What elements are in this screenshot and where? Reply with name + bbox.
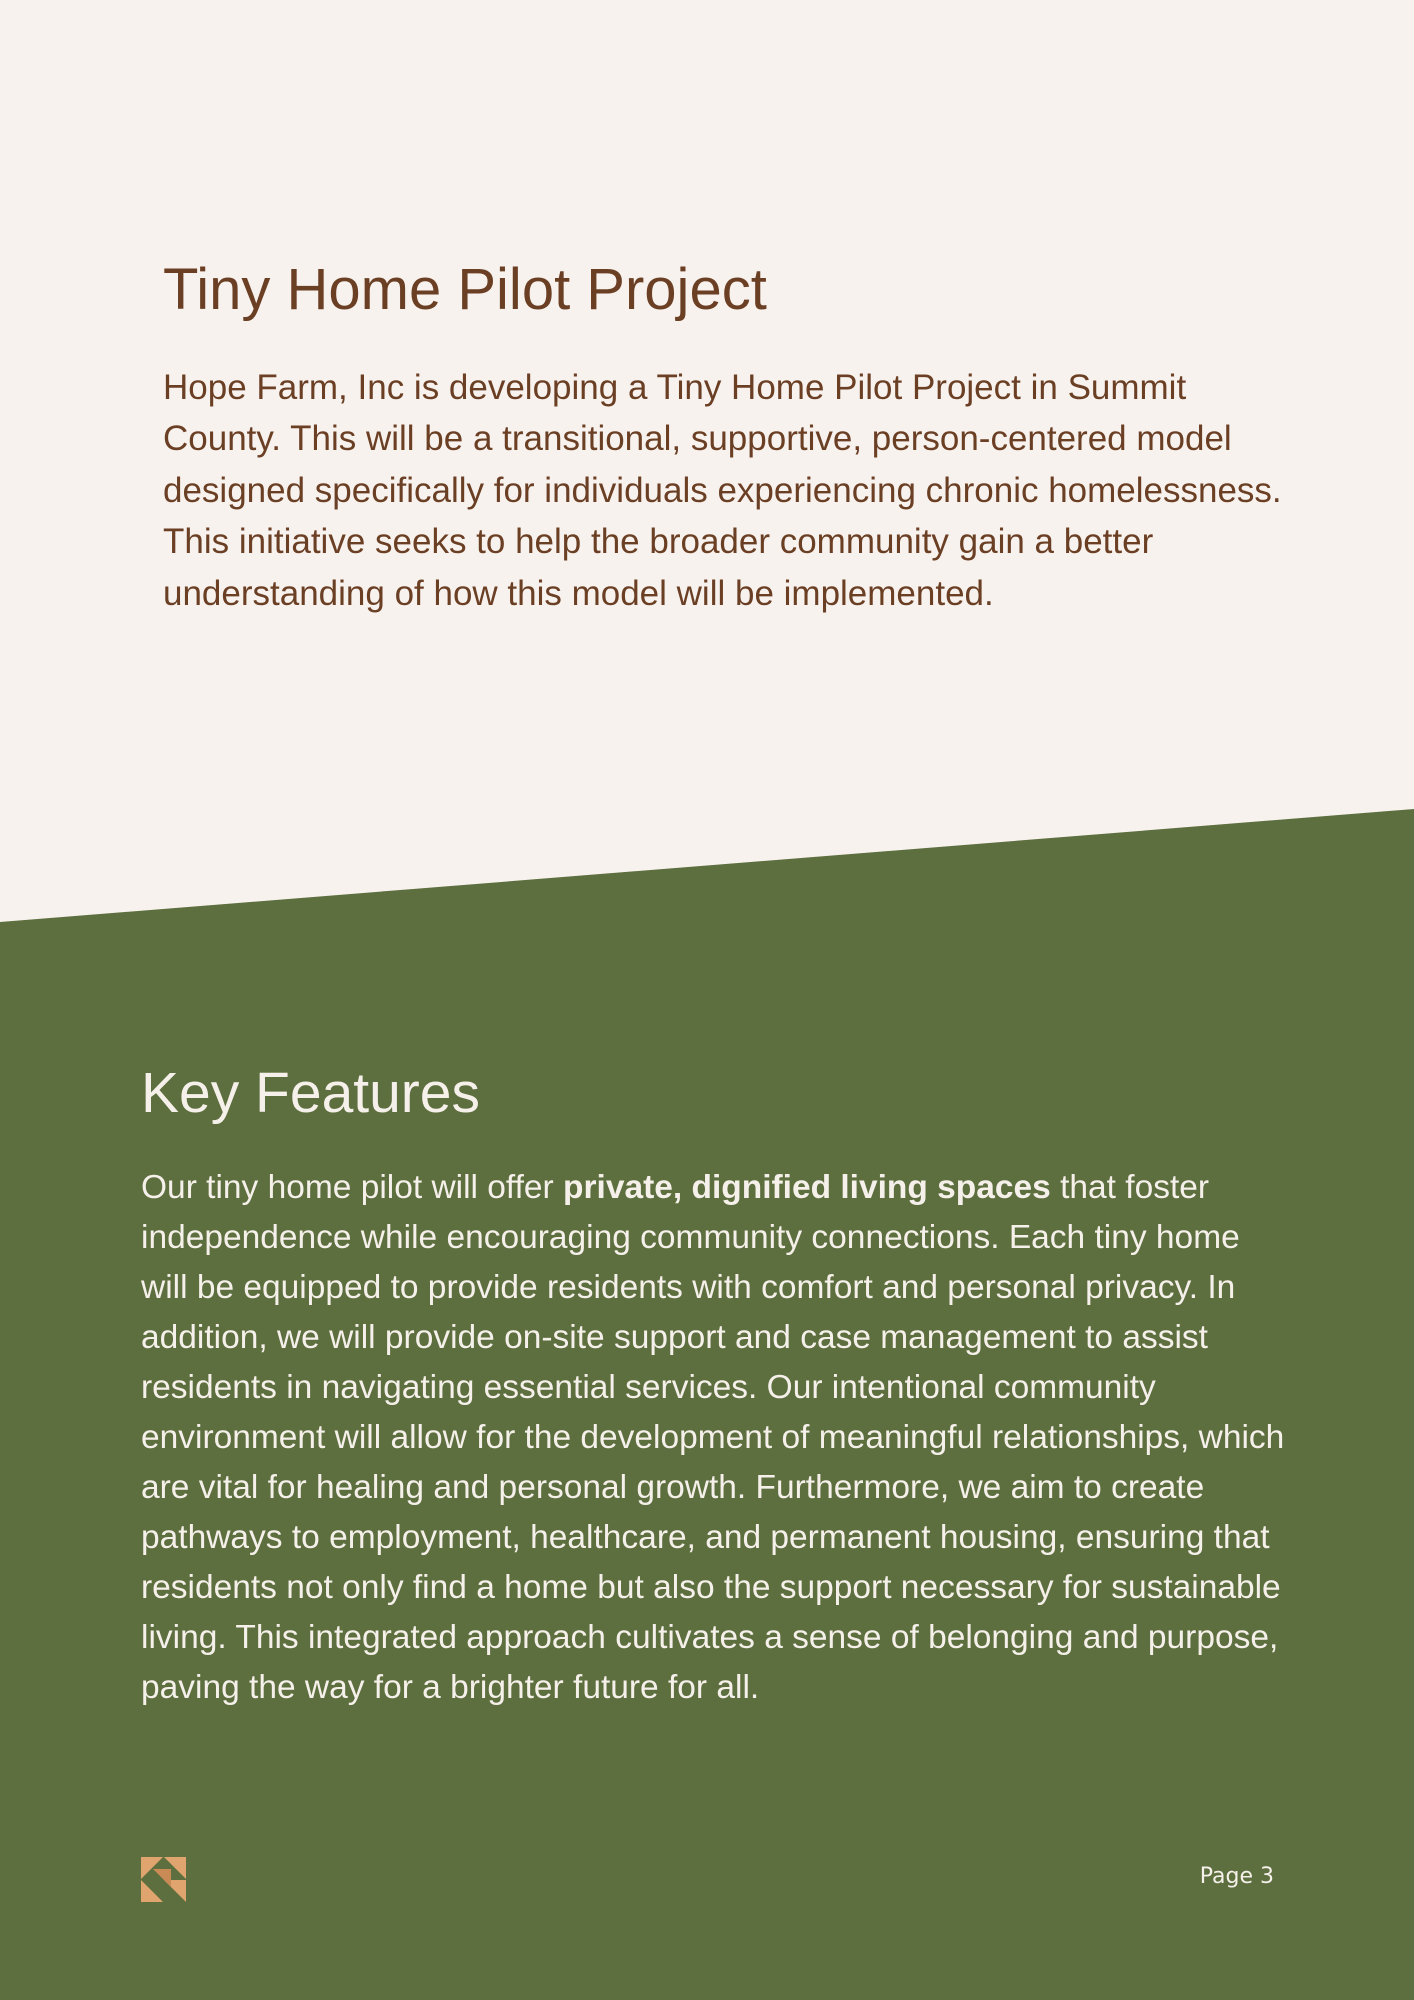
key-features-section bbox=[141, 1062, 1291, 1713]
page-number: Page 3 bbox=[1199, 1864, 1274, 1889]
intro-paragraph: Hope Farm, Inc is developing a Tiny Home Pilot Project in Summit County. This will be a transitional, supportive, person-centered model designed specifically for individuals experiencing chronic homelessness. This initiative seeks to help the broader community gain a better understanding of how this model will be implemented. bbox=[163, 367, 1282, 613]
key-features-rest-text: that foster independence while encouraging community connections. Each tiny home will be equipped to provide residents with comfort and personal privacy. In addition, we will provide on-site support and case management to assist residents in navigating essential services. Our intentional community environment will allow for the development of meaningful relationships, which are vital for healing and personal growth. Furthermore, we aim to create pathways to employment, healthcare, and permanent housing, ensuring that residents not only find a home but also the support necessary for sustainable living. This integrated approach cultivates a sense of belonging and purpose, paving the way for a brighter future for all. bbox=[141, 1168, 1285, 1706]
key-features-paragraph bbox=[141, 1163, 1291, 1713]
intro-title: Tiny Home Pilot Project bbox=[163, 257, 767, 322]
triangle-mark-icon bbox=[141, 1857, 186, 1902]
intro-section bbox=[163, 258, 1303, 619]
key-features-title: Key Features bbox=[141, 1061, 480, 1125]
key-features-lead-text: Our tiny home pilot will offer bbox=[141, 1168, 564, 1206]
key-features-bold-text: private, dignified living spaces bbox=[563, 1168, 1051, 1206]
